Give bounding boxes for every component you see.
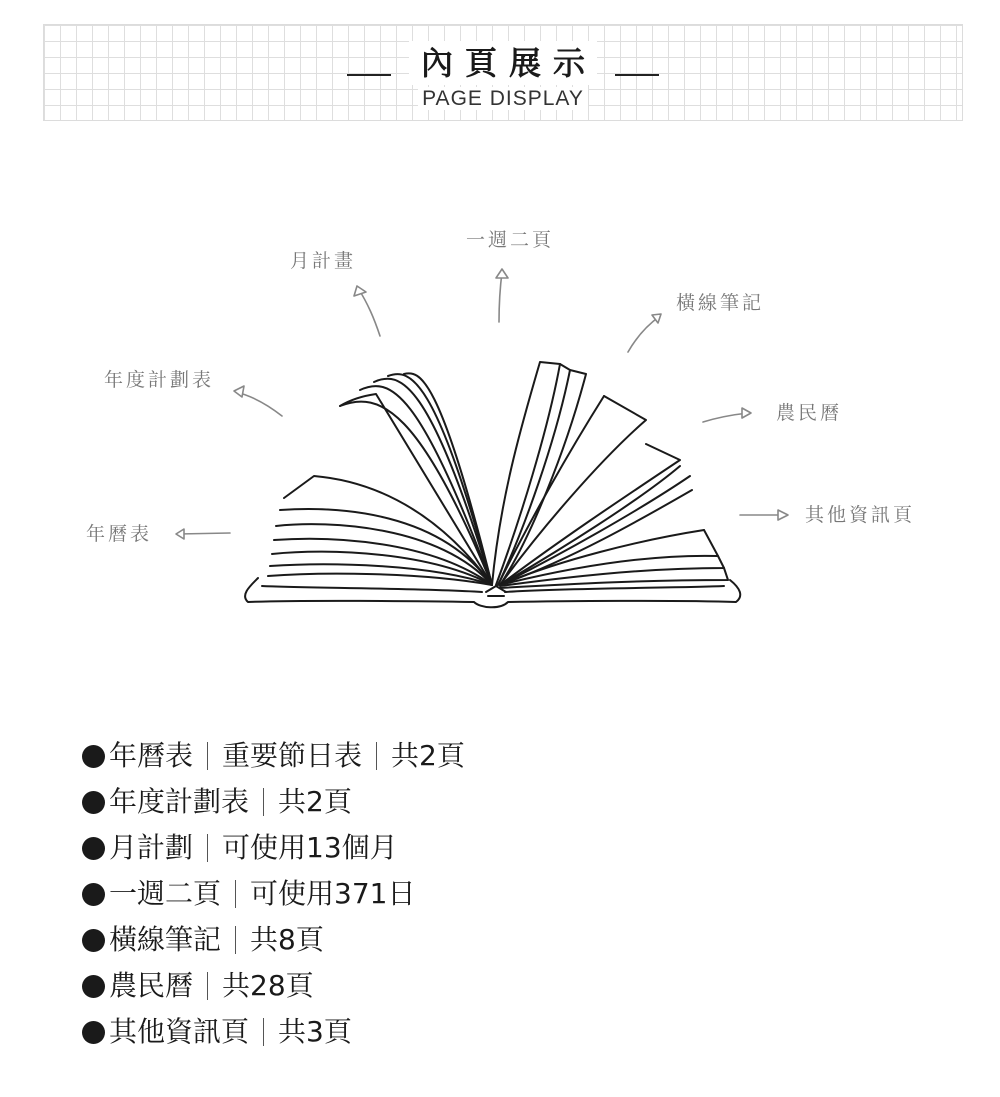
bullet-icon <box>82 975 105 998</box>
spec-detail: 重要節日表 <box>222 739 363 772</box>
list-item <box>82 1009 465 1055</box>
spec-pages: 共8頁 <box>250 923 324 956</box>
book-illustration <box>0 200 1000 640</box>
banner-title-row <box>44 41 962 85</box>
list-item <box>82 871 465 917</box>
list-item <box>82 825 465 871</box>
bullet-icon <box>82 883 105 906</box>
separator <box>263 788 264 816</box>
spec-name: 一週二頁 <box>109 877 222 910</box>
spec-pages: 共28頁 <box>222 969 314 1002</box>
callout-lunar-calendar: 農民曆 <box>776 402 843 424</box>
page-spec-list <box>82 733 465 1055</box>
page-subtitle-text: PAGE DISPLAY <box>418 87 588 110</box>
spec-pages: 共2頁 <box>278 785 352 818</box>
title-rule-left <box>347 74 391 76</box>
spec-pages: 可使用371日 <box>250 877 416 910</box>
separator <box>207 972 208 1000</box>
header-banner <box>43 24 963 121</box>
callout-arrows <box>0 200 1000 640</box>
spec-name: 年曆表 <box>109 739 194 772</box>
separator <box>207 742 208 770</box>
callout-monthly-plan: 月計畫 <box>290 250 357 272</box>
list-item <box>82 779 465 825</box>
bullet-icon <box>82 745 105 768</box>
bullet-icon <box>82 837 105 860</box>
list-item <box>82 733 465 779</box>
separator <box>207 834 208 862</box>
separator <box>235 926 236 954</box>
callout-lined-notes: 橫線筆記 <box>676 292 765 314</box>
callout-other-info: 其他資訊頁 <box>805 504 916 526</box>
spec-name: 橫線筆記 <box>109 923 222 956</box>
spec-pages: 共2頁 <box>391 739 465 772</box>
spec-name: 農民曆 <box>109 969 194 1002</box>
list-item <box>82 917 465 963</box>
spec-name: 月計劃 <box>109 831 194 864</box>
bullet-icon <box>82 791 105 814</box>
callout-weekly: 一週二頁 <box>466 229 555 251</box>
separator <box>235 880 236 908</box>
title-rule-right <box>615 74 659 76</box>
spec-pages: 共3頁 <box>278 1015 352 1048</box>
separator <box>376 742 377 770</box>
callout-yearly-plan: 年度計劃表 <box>104 369 215 391</box>
list-item <box>82 963 465 1009</box>
bullet-icon <box>82 929 105 952</box>
page-title: 內頁展示 <box>409 41 597 85</box>
spec-name: 年度計劃表 <box>109 785 250 818</box>
separator <box>263 1018 264 1046</box>
spec-pages: 可使用13個月 <box>222 831 398 864</box>
spec-name: 其他資訊頁 <box>109 1015 250 1048</box>
page-subtitle <box>44 87 962 111</box>
callout-yearly-calendar: 年曆表 <box>86 523 153 545</box>
bullet-icon <box>82 1021 105 1044</box>
